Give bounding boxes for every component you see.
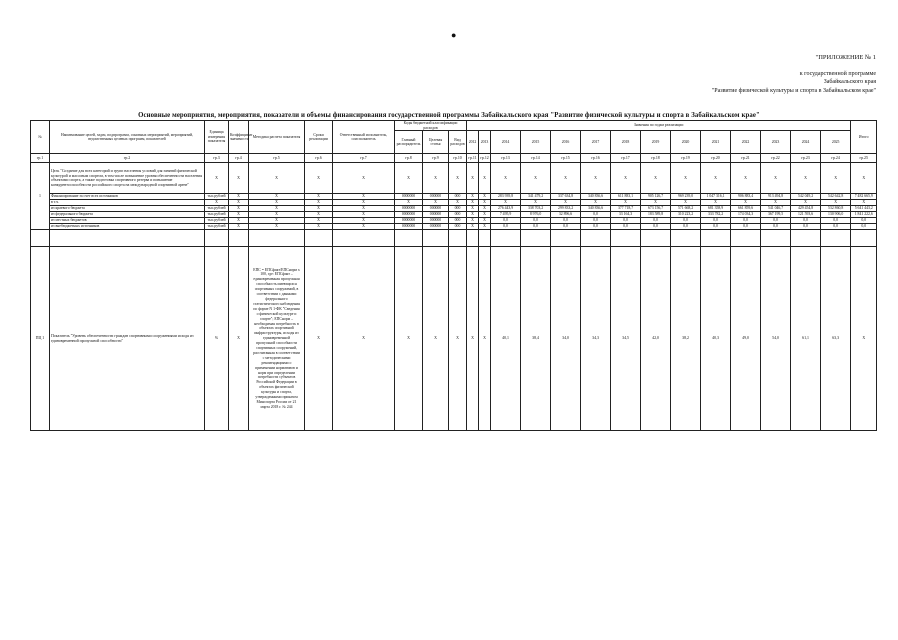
finance-value: X <box>521 200 551 206</box>
finance-coef: X <box>229 212 249 218</box>
spacer-cell <box>249 230 305 247</box>
col-number: гр.25 <box>851 154 877 163</box>
finance-vr: X <box>449 200 467 206</box>
finance-coef: X <box>229 206 249 212</box>
finance-value: 0,0 <box>821 224 851 230</box>
finance-resp: X <box>333 206 395 212</box>
col-number: гр.3 <box>205 154 229 163</box>
spacer-cell <box>491 230 521 247</box>
finance-method: X <box>249 224 305 230</box>
finance-total: 7 482 665,9 <box>851 194 877 200</box>
finance-unit: X <box>205 200 229 206</box>
finance-unit: тыс.рублей <box>205 194 229 200</box>
finance-value: 542 642,8 <box>821 194 851 200</box>
appendix-line: Забайкальского края <box>823 79 876 85</box>
finance-y2013: X <box>479 200 491 206</box>
table-cell: X <box>479 163 491 194</box>
table-cell: X <box>551 163 581 194</box>
finance-value: X <box>731 200 761 206</box>
finance-y2013: X <box>479 206 491 212</box>
finance-resp: X <box>333 218 395 224</box>
col-header-budget-class: Коды бюджетной классификации расходов <box>395 121 467 131</box>
finance-value: X <box>821 200 851 206</box>
col-header-year: 2022 <box>731 131 761 154</box>
col-header-target: Целевая статья <box>423 131 449 154</box>
indicator-value: 42,0 <box>641 247 671 431</box>
col-header-year: 2020 <box>671 131 701 154</box>
document-title: Основные мероприятия, мероприятия, показатели и объемы финансирования государственной программы Забайкальского края "Развитие физической культуры и спорта в Забайкальском крае" <box>138 112 760 119</box>
finance-total: 0,0 <box>851 218 877 224</box>
spacer-cell <box>521 230 551 247</box>
table-cell: X <box>821 163 851 194</box>
col-number: гр.15 <box>551 154 581 163</box>
indicator-value: 61,1 <box>791 247 821 431</box>
spacer-cell <box>641 230 671 247</box>
table-cell: X <box>521 163 551 194</box>
finance-value: 333 782,2 <box>701 212 731 218</box>
goal-name: Цель "Создание для всех категорий и групп населения условий для занятий физической культурой и массовым спортом, в том числе повышение уровня обеспеченности населения объектами спорта, а также подготовка спортивного резерва и повышение конкурентоспособности российского спорта на международной спортивной арене" <box>50 163 205 194</box>
table-cell: X <box>229 163 249 194</box>
goal-number: 1 <box>31 163 50 230</box>
finance-value: X <box>791 200 821 206</box>
spacer-cell <box>851 230 877 247</box>
finance-value: 367 199,5 <box>761 212 791 218</box>
col-number: гр.11 <box>467 154 479 163</box>
finance-value: 0,0 <box>701 224 731 230</box>
col-header-num: № <box>31 121 50 154</box>
indicator-name: Показатель "Уровень обеспеченности граждан спортивными сооружениями исходя из единовременной пропускной способности" <box>50 247 205 431</box>
finance-value: 0,0 <box>821 218 851 224</box>
indicator-value: 38,4 <box>521 247 551 431</box>
indicator-value: 40,3 <box>701 247 731 431</box>
finance-vr: 000 <box>449 206 467 212</box>
finance-target: 000000 <box>423 212 449 218</box>
finance-value: 0,0 <box>791 224 821 230</box>
finance-value: 0,0 <box>641 218 671 224</box>
indicator-term: X <box>305 247 333 431</box>
col-header-gr: Главный распорядитель <box>395 131 423 154</box>
finance-y2013: X <box>479 194 491 200</box>
spacer-cell <box>205 230 229 247</box>
finance-y2013: X <box>479 212 491 218</box>
finance-value: 542 049,2 <box>791 194 821 200</box>
finance-gr: 0000000 <box>395 194 423 200</box>
finance-value: 0,0 <box>761 224 791 230</box>
finance-term: X <box>305 212 333 218</box>
finance-value: 913 494,8 <box>761 194 791 200</box>
finance-value: 283 939,8 <box>491 194 521 200</box>
finance-row-name: Финансирование за счет всех источников <box>50 194 205 200</box>
table-cell: X <box>249 163 305 194</box>
finance-resp: X <box>333 200 395 206</box>
spacer-cell <box>395 230 423 247</box>
table-cell: X <box>581 163 611 194</box>
finance-value: 0,0 <box>581 212 611 218</box>
spacer-cell <box>551 230 581 247</box>
finance-value: 337 634,8 <box>551 194 581 200</box>
col-header-resp: Ответственный исполнитель, соисполнитель <box>333 121 395 154</box>
col-number: гр.8 <box>395 154 423 163</box>
finance-coef: X <box>229 224 249 230</box>
finance-gr: 0000000 <box>395 218 423 224</box>
finance-value: 0,0 <box>731 224 761 230</box>
finance-value: 906 883,4 <box>731 194 761 200</box>
finance-gr: 0000000 <box>395 206 423 212</box>
col-header-coef: Коэффициент значимости <box>229 121 249 154</box>
finance-value: 0,0 <box>551 218 581 224</box>
finance-value: 673 156,7 <box>641 206 671 212</box>
finance-value: 8 976,0 <box>521 212 551 218</box>
finance-method: X <box>249 200 305 206</box>
finance-vr: 000 <box>449 212 467 218</box>
finance-value: 0,0 <box>701 218 731 224</box>
finance-value: 611 883,1 <box>611 194 641 200</box>
spacer-cell <box>701 230 731 247</box>
finance-value: 0,0 <box>521 224 551 230</box>
finance-value: X <box>761 200 791 206</box>
table-cell: X <box>467 163 479 194</box>
appendix-line: к государственной программе <box>799 70 876 77</box>
finance-value: 905 126,7 <box>641 194 671 200</box>
col-number: гр.6 <box>305 154 333 163</box>
finance-method: X <box>249 218 305 224</box>
spacer-cell <box>731 230 761 247</box>
indicator-value: 34,0 <box>551 247 581 431</box>
finance-value: 310 223,2 <box>671 212 701 218</box>
spacer-cell <box>467 230 479 247</box>
col-header-year: 2021 <box>701 131 731 154</box>
table-cell: X <box>761 163 791 194</box>
finance-gr: X <box>395 200 423 206</box>
table-cell: X <box>395 163 423 194</box>
table-cell: X <box>791 163 821 194</box>
finance-target: 000000 <box>423 194 449 200</box>
finance-resp: X <box>333 194 395 200</box>
table-cell: X <box>491 163 521 194</box>
appendix-line: "Развитие физической культуры и спорта в Забайкальском крае" <box>711 87 876 94</box>
col-header-year: 2014 <box>491 131 521 154</box>
finance-unit: тыс.рублей <box>205 224 229 230</box>
col-number: гр.19 <box>671 154 701 163</box>
finance-resp: X <box>333 224 395 230</box>
column-number-row <box>31 154 877 163</box>
finance-value: 969 239,0 <box>671 194 701 200</box>
finance-target: X <box>423 200 449 206</box>
indicator-vr: X <box>449 247 467 431</box>
spacer-cell <box>423 230 449 247</box>
finance-value: 183 589,8 <box>641 212 671 218</box>
finance-term: X <box>305 206 333 212</box>
col-header-name: Наименование целей, задач, подпрограмм, основных мероприятий, мероприятий, ведомственных целевых программ, показателей <box>50 121 205 154</box>
finance-value: 121 593,6 <box>791 212 821 218</box>
finance-coef: X <box>229 218 249 224</box>
finance-value: 541 046,7 <box>761 206 791 212</box>
finance-row-name: из краевого бюджета <box>50 206 205 212</box>
finance-y2012: X <box>467 206 479 212</box>
finance-value: X <box>581 200 611 206</box>
finance-unit: тыс.рублей <box>205 212 229 218</box>
col-number: гр.22 <box>761 154 791 163</box>
finance-value: X <box>671 200 701 206</box>
finance-term: X <box>305 224 333 230</box>
indicator-y2013: X <box>479 247 491 431</box>
col-number: гр.18 <box>641 154 671 163</box>
finance-target: 000000 <box>423 224 449 230</box>
finance-y2012: X <box>467 212 479 218</box>
indicator-total: X <box>851 247 877 431</box>
finance-vr: 000 <box>449 224 467 230</box>
col-number: гр.23 <box>791 154 821 163</box>
col-header-term: Сроки реализации <box>305 121 333 154</box>
finance-coef: X <box>229 200 249 206</box>
spacer-cell <box>821 230 851 247</box>
table-cell: X <box>611 163 641 194</box>
finance-value: 0,0 <box>491 224 521 230</box>
col-number: гр.5 <box>249 154 305 163</box>
finance-total: 0,0 <box>851 224 877 230</box>
finance-gr: 0000000 <box>395 212 423 218</box>
col-number: гр.4 <box>229 154 249 163</box>
indicator-value: 49,0 <box>731 247 761 431</box>
indicator-value: 34,3 <box>581 247 611 431</box>
col-number: гр.16 <box>581 154 611 163</box>
finance-value: 571 668,2 <box>671 206 701 212</box>
spacer-cell <box>31 230 50 247</box>
spacer-cell <box>479 230 491 247</box>
table-cell: X <box>333 163 395 194</box>
table-cell: X <box>701 163 731 194</box>
indicator-row <box>31 247 877 431</box>
finance-unit: тыс.рублей <box>205 206 229 212</box>
spacer-cell <box>611 230 641 247</box>
finance-total: 5 641 443,2 <box>851 206 877 212</box>
spacer-row <box>31 230 877 247</box>
finance-value: X <box>611 200 641 206</box>
finance-value: 0,0 <box>791 218 821 224</box>
indicator-number: ПЦ 1 <box>31 247 50 431</box>
table-cell: X <box>641 163 671 194</box>
finance-value: X <box>491 200 521 206</box>
table-cell: X <box>731 163 761 194</box>
col-header-year: 2013 <box>479 131 491 154</box>
col-header-year: 2017 <box>581 131 611 154</box>
indicator-coef: X <box>229 247 249 431</box>
spacer-cell <box>791 230 821 247</box>
indicator-resp: X <box>333 247 395 431</box>
col-number: гр.17 <box>611 154 641 163</box>
finance-target: 000000 <box>423 218 449 224</box>
col-header-year: 2018 <box>611 131 641 154</box>
finance-value: 0,0 <box>581 218 611 224</box>
col-number: гр.2 <box>50 154 205 163</box>
spacer-cell <box>229 230 249 247</box>
finance-value: 0,0 <box>491 218 521 224</box>
finance-y2012: X <box>467 224 479 230</box>
col-number: гр.24 <box>821 154 851 163</box>
finance-value: 341 479,2 <box>521 194 551 200</box>
col-header-vr: Вид расходов <box>449 131 467 154</box>
goal-row <box>31 163 877 194</box>
col-header-years: Значения по годам реализации <box>467 121 851 131</box>
col-number: гр.7 <box>333 154 395 163</box>
finance-value: 429 454,8 <box>791 206 821 212</box>
finance-term: X <box>305 218 333 224</box>
spacer-cell <box>581 230 611 247</box>
spacer-cell <box>333 230 395 247</box>
finance-vr: 000 <box>449 194 467 200</box>
finance-value: 0,0 <box>611 224 641 230</box>
indicator-value: 34,5 <box>611 247 641 431</box>
finance-vr: 000 <box>449 218 467 224</box>
col-number: гр.1 <box>31 154 50 163</box>
col-number: гр.13 <box>491 154 521 163</box>
col-header-year: 2019 <box>641 131 671 154</box>
header-row <box>31 121 877 131</box>
finance-row-name: из внебюджетных источников <box>50 224 205 230</box>
spacer-cell <box>449 230 467 247</box>
finance-term: X <box>305 194 333 200</box>
finance-value: 0,0 <box>671 218 701 224</box>
finance-value: 377 718,7 <box>611 206 641 212</box>
finance-row-name: в т.ч. <box>50 200 205 206</box>
finance-value: 0,0 <box>671 224 701 230</box>
finance-row-name: из местных бюджетов <box>50 218 205 224</box>
finance-value: 338 703,2 <box>521 206 551 212</box>
spacer-cell <box>305 230 333 247</box>
col-header-year: 2015 <box>521 131 551 154</box>
col-header-year: 2024 <box>791 131 821 154</box>
col-number: гр.20 <box>701 154 731 163</box>
table-cell: X <box>449 163 467 194</box>
finance-y2012: X <box>467 200 479 206</box>
finance-term: X <box>305 200 333 206</box>
finance-value: 276 443,9 <box>491 206 521 212</box>
indicator-methodology: ЕПС = ЕПСфакт/ЕПСнорм х 100, где: ЕПСфакт – единовременная пропускная способность имеющихся спортивных сооружений, в соответствии с данными федерального статистического наблюдения по форме N 1-ФК "Сведения о физической культуре и спорте"; ЕПСнорм – необходимая потребность в объектах спортивной инфраструктуры, исходя из единовременной пропускной способности спортивных сооружений, рассчитанная в соответствии с методическими рекомендациями о применении нормативов и норм при определении потребности субъектов Российской Федерации в объектах физической культуры и спорта, утвержденными приказом Минспорта России от 21 марта 2018 г. № 244 <box>249 247 305 431</box>
table-cell: X <box>305 163 333 194</box>
finance-method: X <box>249 212 305 218</box>
finance-value: X <box>551 200 581 206</box>
table-cell: X <box>671 163 701 194</box>
program-table <box>30 120 877 431</box>
finance-row-name: из федерального бюджета <box>50 212 205 218</box>
finance-target: 000000 <box>423 206 449 212</box>
finance-total: X <box>851 200 877 206</box>
indicator-value: 40,1 <box>491 247 521 431</box>
finance-value: 0,0 <box>761 218 791 224</box>
finance-value: 32 896,6 <box>551 212 581 218</box>
finance-y2013: X <box>479 224 491 230</box>
finance-value: 0,0 <box>581 224 611 230</box>
col-header-total: Итого <box>851 121 877 154</box>
finance-value: 0,0 <box>521 218 551 224</box>
table-cell: X <box>205 163 229 194</box>
finance-value: 130 906,0 <box>821 212 851 218</box>
finance-value: 1 047 316,1 <box>701 194 731 200</box>
table-cell: X <box>851 163 877 194</box>
spacer-cell <box>761 230 791 247</box>
page-marker: ● <box>451 30 457 40</box>
indicator-y2012: X <box>467 247 479 431</box>
col-header-unit: Единица измерения показателя <box>205 121 229 154</box>
finance-value: X <box>701 200 731 206</box>
finance-value: 340 836,6 <box>581 194 611 200</box>
finance-y2012: X <box>467 194 479 200</box>
finance-y2013: X <box>479 218 491 224</box>
col-header-year: 2023 <box>761 131 791 154</box>
finance-value: 661 859,6 <box>731 206 761 212</box>
finance-value: 174 034,3 <box>731 212 761 218</box>
finance-value: X <box>641 200 671 206</box>
finance-value: 0,0 <box>611 218 641 224</box>
finance-value: 532 860,8 <box>821 206 851 212</box>
finance-total: 1 841 222,6 <box>851 212 877 218</box>
finance-value: 340 836,6 <box>581 206 611 212</box>
finance-method: X <box>249 194 305 200</box>
appendix-label: "ПРИЛОЖЕНИЕ № 1 <box>815 54 876 61</box>
finance-value: 0,0 <box>641 224 671 230</box>
table-cell: X <box>423 163 449 194</box>
finance-value: 0,0 <box>731 218 761 224</box>
indicator-unit: % <box>205 247 229 431</box>
spacer-cell <box>671 230 701 247</box>
indicator-target: X <box>423 247 449 431</box>
finance-gr: 0000000 <box>395 224 423 230</box>
finance-value: 0,0 <box>551 224 581 230</box>
appendix-header <box>616 54 876 95</box>
finance-y2012: X <box>467 218 479 224</box>
finance-resp: X <box>333 212 395 218</box>
indicator-gr: X <box>395 247 423 431</box>
col-header-year: 2025 <box>821 131 851 154</box>
finance-value: 681 358,9 <box>701 206 731 212</box>
col-number: гр.12 <box>479 154 491 163</box>
indicator-value: 54,0 <box>761 247 791 431</box>
col-header-method: Методика расчета показателя <box>249 121 305 154</box>
col-number: гр.9 <box>423 154 449 163</box>
finance-value: 299 833,2 <box>551 206 581 212</box>
spacer-cell <box>50 230 205 247</box>
finance-value: 7 495,9 <box>491 212 521 218</box>
col-number: гр.14 <box>521 154 551 163</box>
finance-method: X <box>249 206 305 212</box>
col-number: гр.21 <box>731 154 761 163</box>
col-number: гр.10 <box>449 154 467 163</box>
finance-coef: X <box>229 194 249 200</box>
col-header-year: 2012 <box>467 131 479 154</box>
finance-value: 33 164,3 <box>611 212 641 218</box>
indicator-value: 38,2 <box>671 247 701 431</box>
finance-unit: тыс.рублей <box>205 218 229 224</box>
indicator-value: 63,3 <box>821 247 851 431</box>
col-header-year: 2016 <box>551 131 581 154</box>
